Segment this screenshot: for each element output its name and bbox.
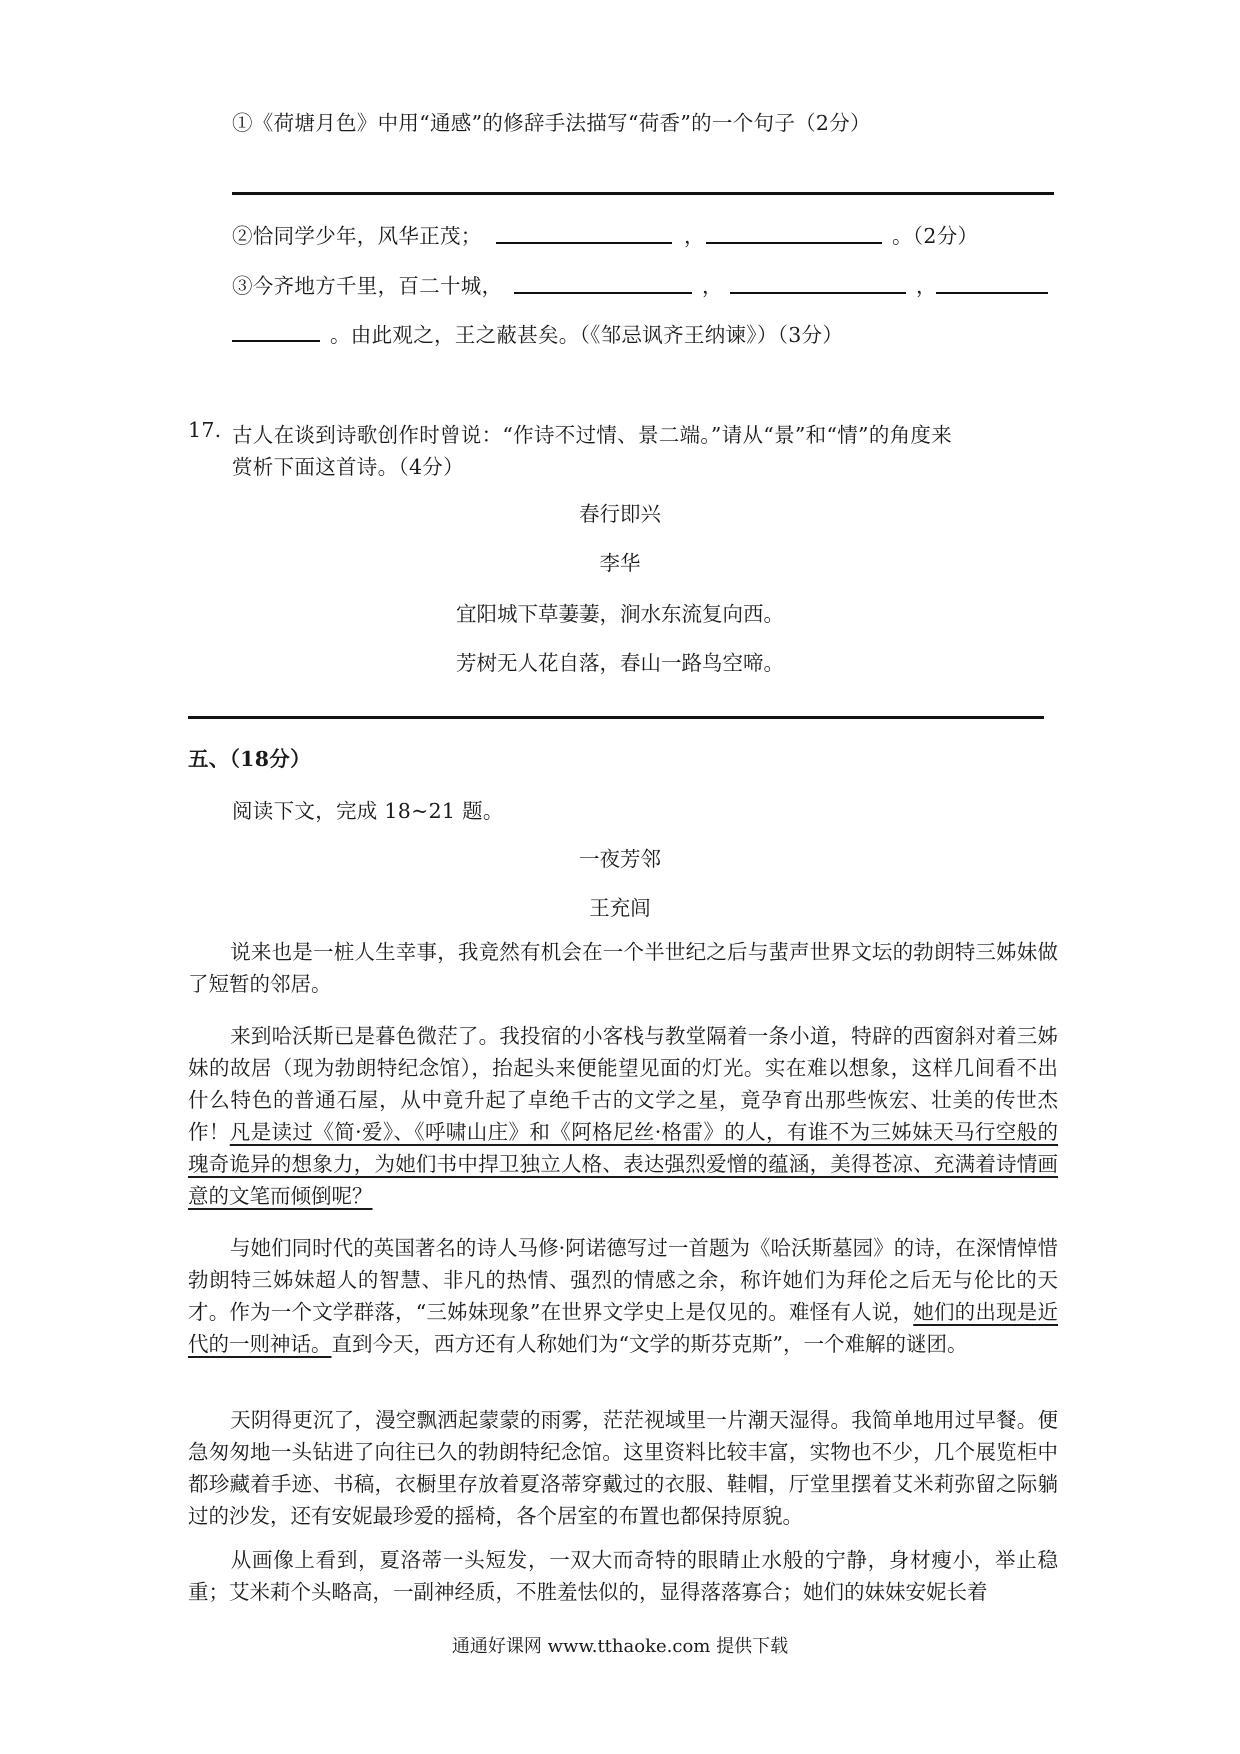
q16-item3-comma1: ，	[702, 274, 723, 298]
q16-item2-comma: ，	[684, 224, 705, 248]
answer-blank-item3-d	[232, 340, 320, 342]
q16-item2-text: ②恰同学少年，风华正茂；	[232, 224, 482, 248]
q17-number: 17.	[188, 418, 222, 442]
paragraph-4-text: 天阴得更沉了，漫空飘洒起蒙蒙的雨雾，茫茫视域里一片潮天湿得。我简单地用过早餐。便急匆匆地一头钻进了向往已久的勃朗特纪念馆。这里资料比较丰富，实物也不少，几个展览柜中都珍藏着手迹、书稿，衣橱里存放着夏洛蒂穿戴过的衣服、鞋帽，厅堂里摆着艾米莉弥留之际躺过的沙发，还有安妮最珍爱的摇椅，各个居室的布置也都保持原貌。	[188, 1408, 1058, 1528]
paragraph-1	[188, 936, 1058, 1000]
poem-line-2: 芳树无人花自落，春山一路鸟空啼。	[456, 651, 784, 675]
page-footer: 通通好课网 www.tthaoke.com 提供下载	[451, 1636, 789, 1657]
q16-item3-text: ③今齐地方千里，百二十城，	[232, 274, 503, 298]
q16-item2-end: 。（2分）	[892, 224, 979, 248]
article-title: 一夜芳邻	[579, 847, 661, 871]
answer-blank-item2-a	[496, 242, 672, 244]
answer-blank-item3-b	[730, 292, 906, 294]
q16-item3-end: 。由此观之，王之蔽甚矣。（《邹忌讽齐王纳谏》）（3分）	[330, 323, 844, 347]
paragraph-1-text: 说来也是一桩人生幸事，我竟然有机会在一个半世纪之后与蜚声世界文坛的勃朗特三姊妹做了短暂的邻居。	[188, 940, 1058, 996]
paragraph-2-text: 来到哈沃斯已是暮色微茫了。我投宿的小客栈与教堂隔着一条小道，特辟的西窗斜对着三姊妹的故居（现为勃朗特纪念馆），抬起头来便能望见面的灯光。实在难以想象，这样几间看不出什么特色的普通石屋，从中竟升起了卓绝千古的文学之星，竟孕育出那些恢宏、壮美的传世杰作！	[188, 1024, 1058, 1144]
paragraph-4	[188, 1404, 1058, 1532]
paragraph-2	[188, 1020, 1058, 1212]
article-author: 王充闾	[589, 896, 651, 920]
answer-blank-item3-c	[936, 292, 1048, 294]
q17-line1: 古人在谈到诗歌创作时曾说：“作诗不过情、景二端。”请从“景”和“情”的角度来	[232, 423, 953, 447]
poem-line-1: 宜阳城下草萋萋，涧水东流复向西。	[456, 602, 784, 626]
paragraph-2-underlined: 凡是读过《简·爱》、《呼啸山庄》和《阿格尼丝·格雷》的人，有谁不为三姊妹天马行空般的瑰奇诡异的想象力，为她们书中捍卫独立人格、表达强烈爱憎的蕴涵，美得苍凉、充满着诗情画意的文笔而倾倒呢？	[188, 1120, 1059, 1208]
poem-author: 李华	[599, 551, 641, 575]
paragraph-5-text: 从画像上看到，夏洛蒂一头短发，一双大而奇特的眼睛止水般的宁静，身材瘦小，举止稳重；艾米莉个头略高，一副神经质，不胜羞怯似的，显得落落寡合；她们的妹妹安妮长着	[188, 1548, 1058, 1604]
answer-line-q17	[188, 716, 1044, 719]
paragraph-3	[188, 1232, 1058, 1360]
paragraph-3-text-end: 直到今天，西方还有人称她们为“文学的斯芬克斯”，一个难解的谜团。	[331, 1332, 968, 1356]
section-heading: 五、（18分）	[188, 747, 311, 771]
answer-line-item1	[232, 192, 1054, 195]
q17-line2: 赏析下面这首诗。（4分）	[232, 455, 464, 479]
answer-blank-item2-b	[706, 242, 882, 244]
q16-item1: ①《荷塘月色》中用“通感”的修辞手法描写“荷香”的一个句子（2分）	[232, 111, 871, 135]
paragraph-5	[188, 1544, 1058, 1608]
poem-title: 春行即兴	[579, 502, 661, 526]
paragraph-3-underlined: 她们的出现是近代的一则神话。	[188, 1300, 1058, 1356]
q16-item3-comma2: ，	[916, 274, 937, 298]
answer-blank-item3-a	[514, 292, 692, 294]
paragraph-3-text: 与她们同时代的英国著名的诗人马修·阿诺德写过一首题为《哈沃斯墓园》的诗，在深情悼惜勃朗特三姊妹超人的智慧、非凡的热情、强烈的情感之余，称许她们为拜伦之后无与伦比的天才。作为一个文学群落，“三姊妹现象”在世界文学史上是仅见的。难怪有人说，	[188, 1236, 1058, 1324]
section-instruction: 阅读下文，完成 18~21 题。	[232, 799, 504, 823]
